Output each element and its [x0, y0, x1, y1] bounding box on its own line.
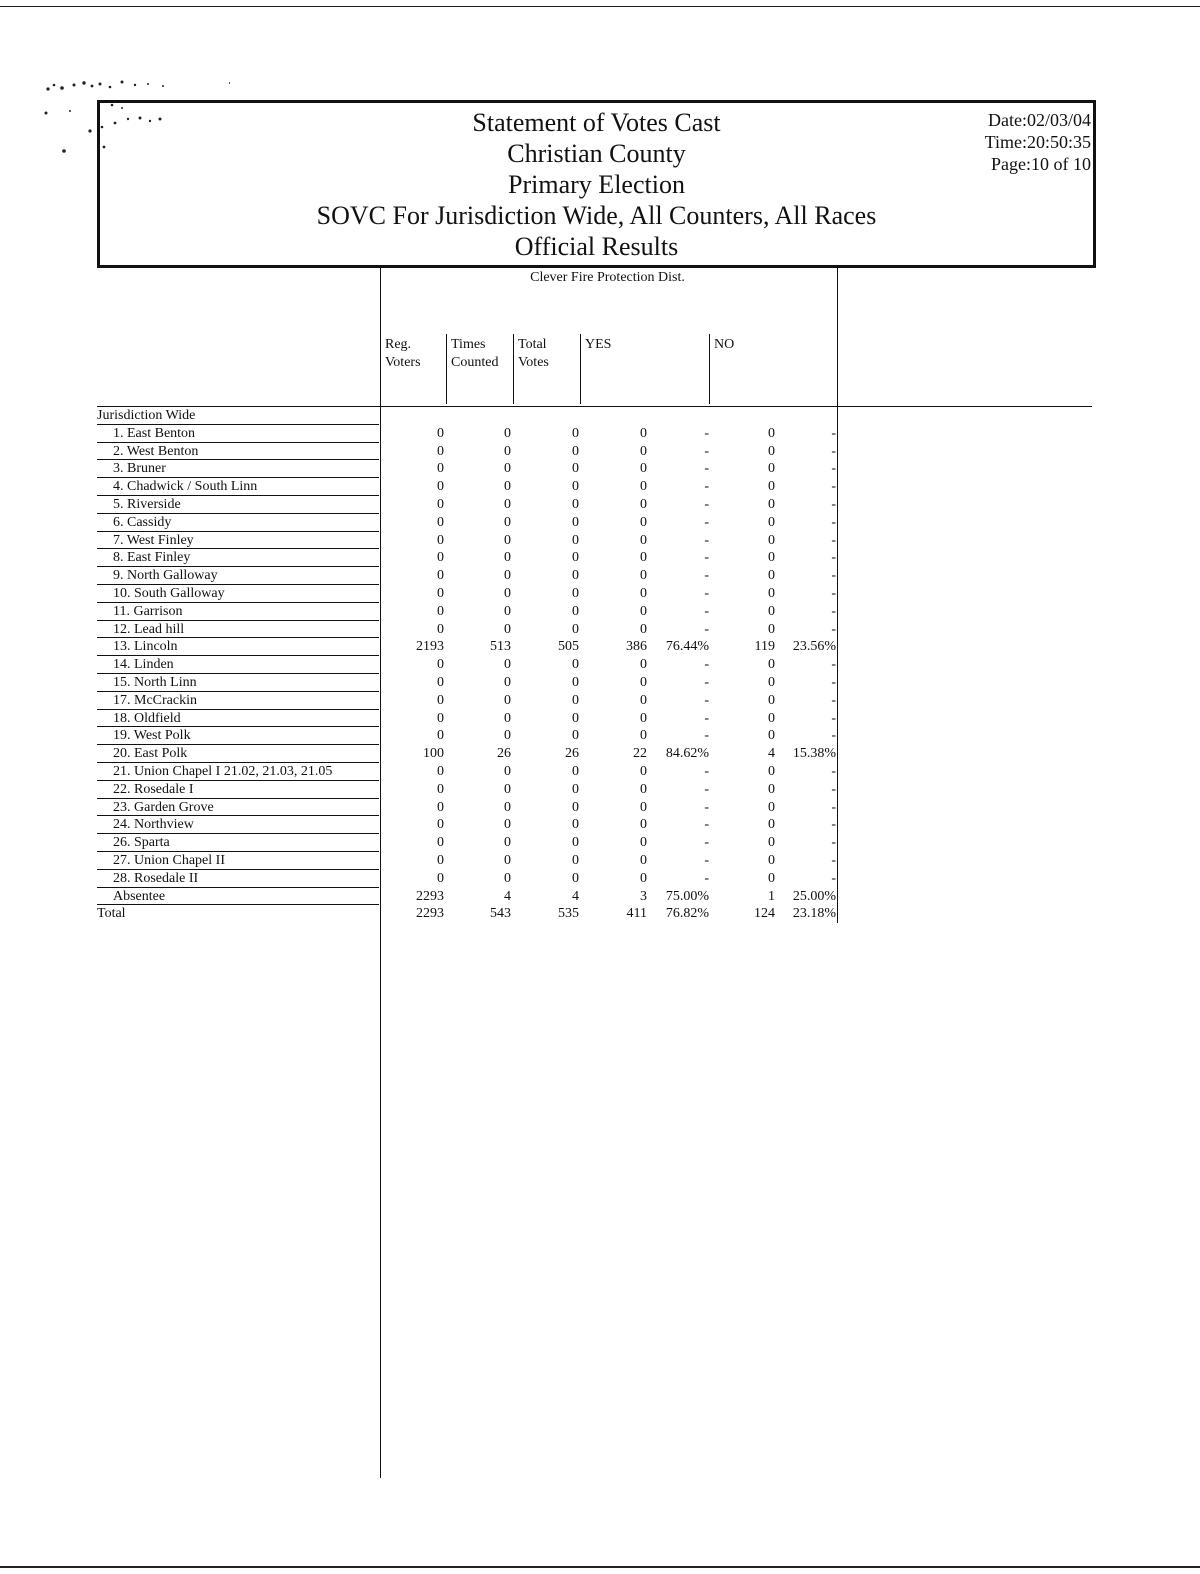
title-line-1: Statement of Votes Cast: [472, 108, 721, 137]
yes-votes-cell: 386: [626, 639, 647, 655]
col-separator: [513, 334, 514, 404]
table-row: [97, 585, 842, 603]
yes-percent-cell: -: [704, 710, 709, 726]
precinct-name: 15. North Linn: [97, 674, 379, 692]
no-votes-cell: 0: [768, 852, 775, 868]
yes-percent-cell: -: [704, 763, 709, 779]
precinct-name: 14. Linden: [97, 656, 379, 674]
yes-percent-cell: -: [704, 514, 709, 530]
no-percent-cell: 23.18%: [792, 906, 836, 922]
times-counted-cell: 0: [504, 835, 511, 851]
times-counted-cell: 0: [504, 425, 511, 441]
yes-percent-cell: -: [704, 532, 709, 548]
yes-votes-cell: 3: [640, 888, 647, 904]
reg-voters-cell: 0: [437, 585, 444, 601]
yes-votes-cell: 0: [640, 781, 647, 797]
reg-voters-cell: 0: [437, 461, 444, 477]
no-votes-cell: 0: [768, 496, 775, 512]
no-votes-cell: 1: [768, 888, 775, 904]
table-row: [97, 549, 842, 567]
no-votes-cell: 0: [768, 461, 775, 477]
total-votes-cell: 0: [572, 443, 579, 459]
reg-voters-cell: 0: [437, 870, 444, 886]
total-votes-cell: 0: [572, 603, 579, 619]
total-votes-cell: 0: [572, 657, 579, 673]
times-counted-cell: 0: [504, 568, 511, 584]
no-votes-cell: 0: [768, 585, 775, 601]
precinct-name: 12. Lead hill: [97, 621, 379, 639]
yes-votes-cell: 0: [640, 710, 647, 726]
reg-voters-cell: 0: [437, 710, 444, 726]
reg-voters-cell: 0: [437, 425, 444, 441]
no-percent-cell: -: [831, 835, 836, 851]
total-votes-cell: 0: [572, 728, 579, 744]
precinct-name: 11. Garrison: [97, 603, 379, 621]
table-row: [97, 496, 842, 514]
no-percent-cell: -: [831, 621, 836, 637]
no-percent-cell: -: [831, 532, 836, 548]
no-percent-cell: 15.38%: [792, 746, 836, 762]
total-votes-cell: 26: [565, 746, 579, 762]
yes-votes-cell: 0: [640, 674, 647, 690]
precinct-name: 21. Union Chapel I 21.02, 21.03, 21.05: [97, 763, 379, 781]
no-votes-cell: 0: [768, 443, 775, 459]
yes-percent-cell: -: [704, 603, 709, 619]
no-votes-cell: 0: [768, 763, 775, 779]
precinct-name: 27. Union Chapel II: [97, 852, 379, 870]
yes-percent-cell: -: [704, 479, 709, 495]
no-percent-cell: -: [831, 443, 836, 459]
reg-voters-cell: 0: [437, 763, 444, 779]
precinct-name: 22. Rosedale I: [97, 781, 379, 799]
no-percent-cell: -: [831, 514, 836, 530]
yes-votes-cell: 0: [640, 568, 647, 584]
total-votes-cell: 535: [558, 906, 579, 922]
no-votes-cell: 0: [768, 532, 775, 548]
yes-percent-cell: -: [704, 568, 709, 584]
table-row: [97, 870, 842, 888]
precinct-name: 1. East Benton: [97, 425, 379, 443]
reg-voters-cell: 0: [437, 443, 444, 459]
times-counted-cell: 0: [504, 852, 511, 868]
title-line-5: Official Results: [514, 232, 679, 261]
no-votes-cell: 0: [768, 692, 775, 708]
total-row: [97, 905, 842, 923]
precinct-name: 7. West Finley: [97, 532, 379, 550]
page-bottom-rule: [0, 1566, 1200, 1568]
yes-percent-cell: -: [704, 781, 709, 797]
times-counted-cell: 0: [504, 870, 511, 886]
times-counted-cell: 0: [504, 621, 511, 637]
times-counted-cell: 26: [497, 746, 511, 762]
table-row: [97, 674, 842, 692]
reg-voters-cell: 100: [423, 746, 444, 762]
no-percent-cell: 25.00%: [792, 888, 836, 904]
yes-votes-cell: 0: [640, 799, 647, 815]
yes-percent-cell: 76.82%: [665, 906, 709, 922]
no-votes-cell: 0: [768, 835, 775, 851]
yes-votes-cell: 411: [626, 906, 647, 922]
table-row: [97, 692, 842, 710]
yes-votes-cell: 0: [640, 835, 647, 851]
times-counted-cell: 513: [490, 639, 511, 655]
no-percent-cell: -: [831, 657, 836, 673]
reg-voters-cell: 0: [437, 496, 444, 512]
times-counted-cell: 0: [504, 461, 511, 477]
total-votes-cell: 0: [572, 461, 579, 477]
col-header-times-counted: Times Counted: [451, 337, 499, 370]
yes-votes-cell: 0: [640, 514, 647, 530]
table-row: [97, 816, 842, 834]
times-counted-cell: 0: [504, 532, 511, 548]
table-row: [97, 745, 842, 763]
reg-voters-cell: 0: [437, 817, 444, 833]
times-counted-cell: 0: [504, 728, 511, 744]
no-percent-cell: -: [831, 852, 836, 868]
no-votes-cell: 0: [768, 817, 775, 833]
yes-percent-cell: 75.00%: [665, 888, 709, 904]
total-votes-cell: 0: [572, 568, 579, 584]
col-separator: [709, 334, 710, 404]
yes-percent-cell: -: [704, 496, 709, 512]
times-counted-cell: 0: [504, 763, 511, 779]
no-percent-cell: -: [831, 496, 836, 512]
yes-votes-cell: 0: [640, 496, 647, 512]
total-votes-cell: 0: [572, 781, 579, 797]
yes-percent-cell: -: [704, 692, 709, 708]
precinct-name: 24. Northview: [97, 816, 379, 834]
no-percent-cell: 23.56%: [792, 639, 836, 655]
title-line-2: Christian County: [507, 139, 686, 168]
table-row: [97, 834, 842, 852]
table-row: [97, 443, 842, 461]
yes-votes-cell: 0: [640, 621, 647, 637]
yes-votes-cell: 0: [640, 425, 647, 441]
total-votes-cell: 0: [572, 852, 579, 868]
reg-voters-cell: 0: [437, 514, 444, 530]
table-row: [97, 478, 842, 496]
precinct-name: 28. Rosedale II: [97, 870, 379, 888]
report-date: Date:02/03/04: [988, 110, 1091, 130]
times-counted-cell: 0: [504, 657, 511, 673]
section-label-row: [97, 407, 842, 425]
table-row: [97, 532, 842, 550]
table-row: [97, 727, 842, 745]
precinct-name: 23. Garden Grove: [97, 799, 379, 817]
title-line-3: Primary Election: [508, 170, 685, 199]
yes-percent-cell: -: [704, 728, 709, 744]
total-votes-cell: 0: [572, 692, 579, 708]
reg-voters-cell: 0: [437, 550, 444, 566]
total-votes-cell: 4: [572, 888, 579, 904]
table-row: [97, 460, 842, 478]
no-percent-cell: -: [831, 781, 836, 797]
reg-voters-cell: 2293: [416, 906, 444, 922]
precinct-name: 9. North Galloway: [97, 567, 379, 585]
no-votes-cell: 0: [768, 550, 775, 566]
times-counted-cell: 0: [504, 550, 511, 566]
yes-percent-cell: -: [704, 585, 709, 601]
yes-percent-cell: 76.44%: [665, 639, 709, 655]
table-row: [97, 638, 842, 656]
no-percent-cell: -: [831, 763, 836, 779]
total-votes-cell: 0: [572, 514, 579, 530]
col-separator: [580, 334, 581, 404]
title-line-4: SOVC For Jurisdiction Wide, All Counters, All Races: [316, 201, 877, 230]
total-votes-cell: 0: [572, 550, 579, 566]
total-votes-cell: 0: [572, 799, 579, 815]
yes-votes-cell: 0: [640, 870, 647, 886]
reg-voters-cell: 2193: [416, 639, 444, 655]
table-row: [97, 567, 842, 585]
no-votes-cell: 0: [768, 781, 775, 797]
table-row: [97, 888, 842, 906]
col-header-yes: YES: [585, 337, 612, 352]
no-percent-cell: -: [831, 461, 836, 477]
precinct-name: 13. Lincoln: [97, 638, 379, 656]
precinct-name: 20. East Polk: [97, 745, 379, 763]
no-percent-cell: -: [831, 425, 836, 441]
times-counted-cell: 0: [504, 710, 511, 726]
total-votes-cell: 0: [572, 585, 579, 601]
results-table: [97, 407, 842, 923]
total-votes-cell: 0: [572, 835, 579, 851]
yes-votes-cell: 0: [640, 817, 647, 833]
yes-votes-cell: 0: [640, 852, 647, 868]
reg-voters-cell: 0: [437, 799, 444, 815]
yes-votes-cell: 0: [640, 550, 647, 566]
report-page: Page:10 of 10: [991, 154, 1091, 174]
yes-percent-cell: 84.62%: [665, 746, 709, 762]
report-meta: [985, 109, 1091, 175]
table-row: [97, 763, 842, 781]
times-counted-cell: 0: [504, 799, 511, 815]
no-votes-cell: 0: [768, 710, 775, 726]
times-counted-cell: 0: [504, 514, 511, 530]
yes-votes-cell: 0: [640, 763, 647, 779]
yes-votes-cell: 0: [640, 603, 647, 619]
yes-percent-cell: -: [704, 799, 709, 815]
no-percent-cell: -: [831, 799, 836, 815]
times-counted-cell: 0: [504, 496, 511, 512]
table-row: [97, 603, 842, 621]
yes-percent-cell: -: [704, 852, 709, 868]
table-row: [97, 710, 842, 728]
times-counted-cell: 0: [504, 781, 511, 797]
reg-voters-cell: 0: [437, 674, 444, 690]
page-top-rule: [0, 6, 1200, 7]
reg-voters-cell: 0: [437, 835, 444, 851]
precinct-name: 19. West Polk: [97, 727, 379, 745]
yes-votes-cell: 22: [633, 746, 647, 762]
yes-percent-cell: -: [704, 550, 709, 566]
precinct-name: 17. McCrackin: [97, 692, 379, 710]
reg-voters-cell: 0: [437, 479, 444, 495]
yes-percent-cell: -: [704, 443, 709, 459]
table-row: [97, 799, 842, 817]
yes-percent-cell: -: [704, 674, 709, 690]
total-votes-cell: 0: [572, 870, 579, 886]
col-header-no: NO: [714, 337, 735, 352]
reg-voters-cell: 0: [437, 621, 444, 637]
yes-percent-cell: -: [704, 461, 709, 477]
times-counted-cell: 4: [504, 888, 511, 904]
total-votes-cell: 0: [572, 425, 579, 441]
no-votes-cell: 119: [754, 639, 775, 655]
no-percent-cell: -: [831, 710, 836, 726]
precinct-name: 8. East Finley: [97, 549, 379, 567]
yes-percent-cell: -: [704, 425, 709, 441]
times-counted-cell: 0: [504, 674, 511, 690]
times-counted-cell: 0: [504, 479, 511, 495]
no-votes-cell: 0: [768, 799, 775, 815]
reg-voters-cell: 0: [437, 603, 444, 619]
no-votes-cell: 0: [768, 603, 775, 619]
yes-votes-cell: 0: [640, 479, 647, 495]
col-header-total-votes: Total Votes: [518, 337, 549, 370]
no-votes-cell: 0: [768, 870, 775, 886]
report-time: Time:20:50:35: [984, 132, 1091, 152]
reg-voters-cell: 0: [437, 692, 444, 708]
no-votes-cell: 0: [768, 674, 775, 690]
no-percent-cell: -: [831, 603, 836, 619]
reg-voters-cell: 0: [437, 852, 444, 868]
yes-votes-cell: 0: [640, 585, 647, 601]
total-votes-cell: 0: [572, 763, 579, 779]
total-votes-cell: 0: [572, 532, 579, 548]
times-counted-cell: 0: [504, 585, 511, 601]
no-votes-cell: 4: [768, 746, 775, 762]
precinct-name: 6. Cassidy: [97, 514, 379, 532]
report-header: [97, 100, 1096, 268]
reg-voters-cell: 0: [437, 657, 444, 673]
yes-votes-cell: 0: [640, 532, 647, 548]
reg-voters-cell: 2293: [416, 888, 444, 904]
times-counted-cell: 543: [490, 906, 511, 922]
table-row: [97, 621, 842, 639]
total-votes-cell: 0: [572, 710, 579, 726]
no-votes-cell: 0: [768, 568, 775, 584]
race-title: Clever Fire Protection Dist.: [530, 270, 685, 285]
precinct-name: Absentee: [97, 888, 379, 906]
times-counted-cell: 0: [504, 603, 511, 619]
no-percent-cell: -: [831, 674, 836, 690]
yes-percent-cell: -: [704, 870, 709, 886]
no-percent-cell: -: [831, 728, 836, 744]
precinct-name: 18. Oldfield: [97, 710, 379, 728]
precinct-name: 2. West Benton: [97, 443, 379, 461]
no-percent-cell: -: [831, 817, 836, 833]
no-percent-cell: -: [831, 585, 836, 601]
reg-voters-cell: 0: [437, 781, 444, 797]
reg-voters-cell: 0: [437, 532, 444, 548]
total-votes-cell: 0: [572, 674, 579, 690]
yes-percent-cell: -: [704, 835, 709, 851]
reg-voters-cell: 0: [437, 568, 444, 584]
table-row: [97, 425, 842, 443]
table-row: [97, 656, 842, 674]
precinct-name: 5. Riverside: [97, 496, 379, 514]
table-row: [97, 852, 842, 870]
col-header-reg-voters: Reg. Voters: [385, 337, 421, 370]
yes-percent-cell: -: [704, 657, 709, 673]
yes-percent-cell: -: [704, 621, 709, 637]
no-percent-cell: -: [831, 870, 836, 886]
no-votes-cell: 0: [768, 657, 775, 673]
total-votes-cell: 0: [572, 496, 579, 512]
no-votes-cell: 124: [754, 906, 775, 922]
precinct-name: 3. Bruner: [97, 460, 379, 478]
precinct-name: 4. Chadwick / South Linn: [97, 478, 379, 496]
no-votes-cell: 0: [768, 621, 775, 637]
no-votes-cell: 0: [768, 728, 775, 744]
times-counted-cell: 0: [504, 692, 511, 708]
no-votes-cell: 0: [768, 514, 775, 530]
precinct-name: Total: [97, 906, 126, 922]
total-votes-cell: 0: [572, 621, 579, 637]
no-votes-cell: 0: [768, 479, 775, 495]
yes-votes-cell: 0: [640, 443, 647, 459]
times-counted-cell: 0: [504, 443, 511, 459]
precinct-name: 26. Sparta: [97, 834, 379, 852]
no-percent-cell: -: [831, 568, 836, 584]
yes-percent-cell: -: [704, 817, 709, 833]
yes-votes-cell: 0: [640, 692, 647, 708]
total-votes-cell: 0: [572, 817, 579, 833]
no-percent-cell: -: [831, 550, 836, 566]
report-title: [100, 107, 1093, 262]
no-votes-cell: 0: [768, 425, 775, 441]
total-votes-cell: 0: [572, 479, 579, 495]
reg-voters-cell: 0: [437, 728, 444, 744]
table-row: [97, 781, 842, 799]
yes-votes-cell: 0: [640, 657, 647, 673]
no-percent-cell: -: [831, 479, 836, 495]
yes-votes-cell: 0: [640, 461, 647, 477]
no-percent-cell: -: [831, 692, 836, 708]
times-counted-cell: 0: [504, 817, 511, 833]
table-row: [97, 514, 842, 532]
total-votes-cell: 505: [558, 639, 579, 655]
col-separator: [446, 334, 447, 404]
precinct-name: 10. South Galloway: [97, 585, 379, 603]
yes-votes-cell: 0: [640, 728, 647, 744]
section-label: Jurisdiction Wide: [97, 407, 379, 425]
